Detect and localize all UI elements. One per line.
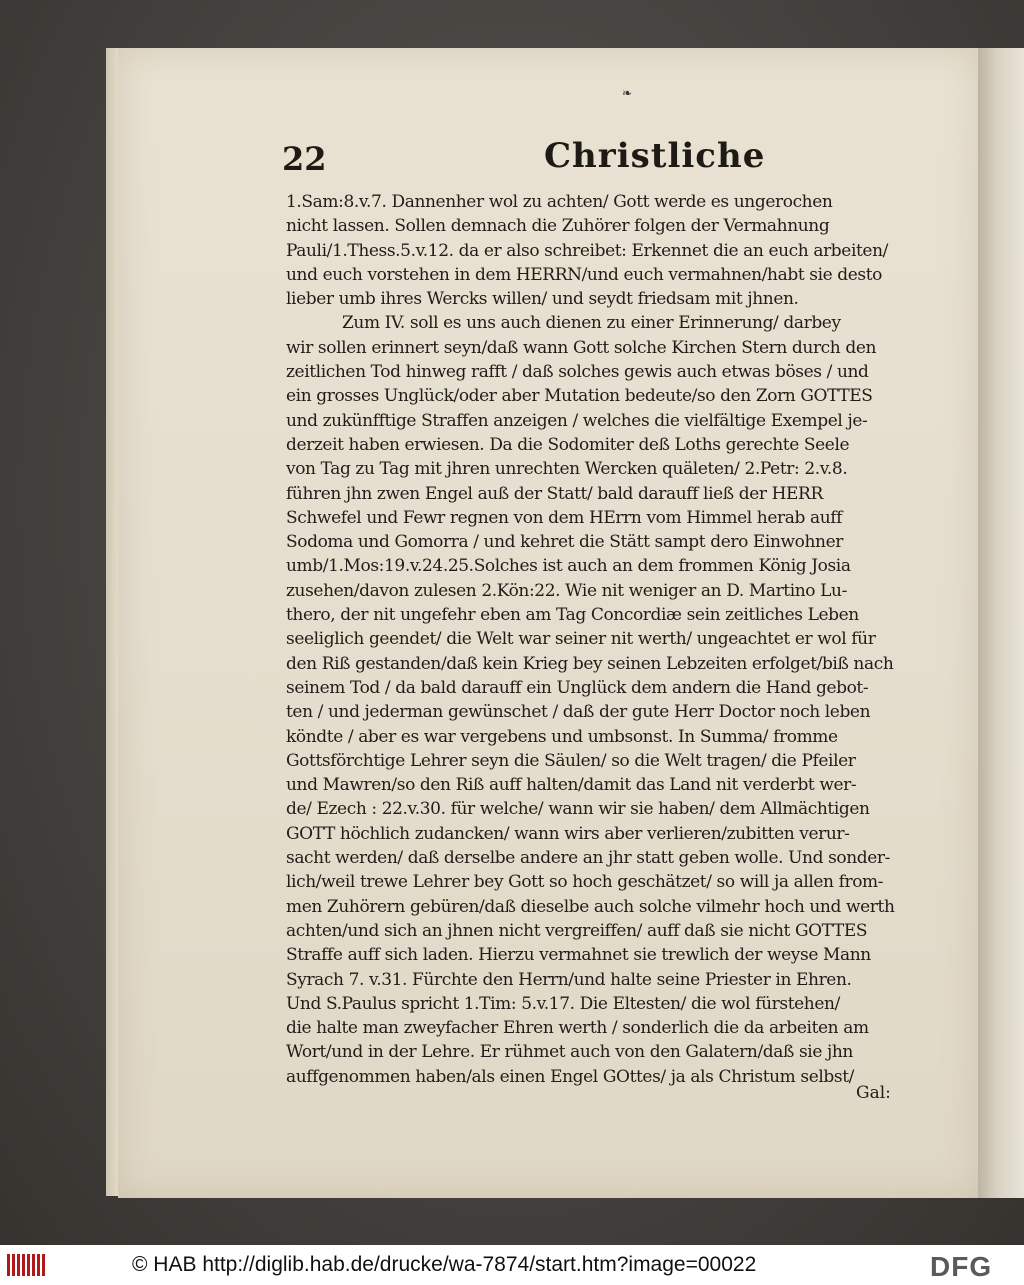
- text-line: de/ Ezech : 22.v.30. für welche/ wann wir sie haben/ dem Allmächtigen: [286, 799, 870, 820]
- text-line: wir sollen erinnert seyn/daß wann Gott solche Kirchen Stern durch den: [286, 337, 877, 358]
- text-line: ein grosses Unglück/oder aber Mutation bedeute/so den Zorn GOTTES: [286, 386, 873, 407]
- text-line: GOTT höchlich zudancken/ wann wirs aber verlieren/zubitten verur-: [286, 823, 850, 844]
- viewer-footer: [0, 1245, 1024, 1285]
- text-line: achten/und sich an jhnen nicht vergreiffen/ auff daß sie nicht GOTTES: [286, 920, 868, 941]
- text-line: ten / und jederman gewünschet / daß der gute Herr Doctor noch leben: [286, 702, 871, 723]
- text-line: lieber umb ihres Wercks willen/ und seydt friedsam mit jhnen.: [286, 289, 799, 310]
- copyright-link[interactable]: © HAB http://diglib.hab.de/drucke/wa-7874/start.htm?image=00022: [132, 1253, 757, 1276]
- text-line: seeliglich geendet/ die Welt war seiner nit werth/ ungeachtet er wol für: [286, 629, 876, 650]
- text-line: Wort/und in der Lehre. Er rühmet auch von den Galatern/daß sie jhn: [286, 1042, 853, 1063]
- text-line: Pauli/1.Thess.5.v.12. da er also schreibet: Erkennet die an euch arbeiten/: [286, 240, 888, 261]
- text-line: lich/weil trewe Lehrer bey Gott so hoch geschätzet/ so will ja allen from-: [286, 872, 884, 893]
- body-text: [286, 190, 908, 1089]
- text-line: und zukünfftige Straffen anzeigen / welches die vielfältige Exempel je-: [286, 410, 868, 431]
- catchword: Gal:: [856, 1083, 891, 1103]
- text-line: führen jhn zwen Engel auß der Statt/ bald darauff ließ der HERR: [286, 483, 823, 504]
- text-line: Straffe auff sich laden. Hierzu vermahnet sie trewlich der weyse Mann: [286, 945, 871, 966]
- text-line: köndte / aber es war vergebens und umbsonst. In Summa/ fromme: [286, 726, 838, 747]
- text-line: men Zuhörern gebüren/daß dieselbe auch solche vilmehr hoch und werth: [286, 896, 895, 917]
- text-line: Schwefel und Fewr regnen von dem HErrn vom Himmel herab auff: [286, 507, 843, 528]
- text-line: auffgenommen haben/als einen Engel GOttes/ ja als Christum selbst/: [286, 1066, 854, 1087]
- dfg-logo: DFG: [930, 1251, 993, 1282]
- facing-page-edge: [978, 48, 1024, 1198]
- text-line: Und S.Paulus spricht 1.Tim: 5.v.17. Die Eltesten/ die wol fürstehen/: [286, 993, 840, 1014]
- text-line: und euch vorstehen in dem HERRN/und euch vermahnen/habt sie desto: [286, 264, 883, 285]
- page-header: [282, 136, 922, 182]
- paper-fleck: ❧: [622, 86, 633, 100]
- text-line: Syrach 7. v.31. Fürchte den Herrn/und halte seine Priester in Ehren.: [286, 969, 852, 990]
- text-line: thero, der nit ungefehr eben am Tag Concordiæ sein zeitliches Leben: [286, 605, 859, 626]
- text-line: derzeit haben erwiesen. Da die Sodomiter deß Loths gerechte Seele: [286, 434, 850, 455]
- text-line: Gottsförchtige Lehrer seyn die Säulen/ so die Welt tragen/ die Pfeiler: [286, 750, 856, 771]
- text-line: und Mawren/so den Riß auff halten/damit das Land nit verderbt wer-: [286, 775, 857, 796]
- page-number: 22: [282, 140, 327, 178]
- text-line: den Riß gestanden/daß kein Krieg bey seinen Lebzeiten erfolget/biß nach: [286, 653, 894, 674]
- text-line: nicht lassen. Sollen demnach die Zuhörer folgen der Vermahnung: [286, 216, 830, 237]
- text-line: sacht werden/ daß derselbe andere an jhr statt geben wolle. Und sonder-: [286, 848, 891, 869]
- running-head: Christliche: [544, 136, 766, 176]
- text-line: von Tag zu Tag mit jhren unrechten Wercken quäleten/ 2.Petr: 2.v.8.: [286, 459, 848, 480]
- text-line: umb/1.Mos:19.v.24.25.Solches ist auch an dem frommen König Josia: [286, 556, 851, 577]
- paragraph-start-line: Zum IV. soll es uns auch dienen zu einer Erinnerung/ darbey: [342, 313, 841, 334]
- text-line: Sodoma und Gomorra / und kehret die Stätt sampt dero Einwohner: [286, 532, 843, 553]
- text-line: die halte man zweyfacher Ehren werth / sonderlich die da arbeiten am: [286, 1018, 869, 1039]
- library-logo-icon: [6, 1251, 46, 1279]
- text-line: seinem Tod / da bald darauff ein Unglück dem andern die Hand gebot-: [286, 677, 869, 698]
- text-line: zeitlichen Tod hinweg rafft / daß solches gewis auch etwas böses / und: [286, 362, 869, 383]
- text-line: zusehen/davon zulesen 2.Kön:22. Wie nit weniger an D. Martino Lu-: [286, 580, 847, 601]
- text-line: 1.Sam:8.v.7. Dannenher wol zu achten/ Gott werde es ungerochen: [286, 192, 833, 212]
